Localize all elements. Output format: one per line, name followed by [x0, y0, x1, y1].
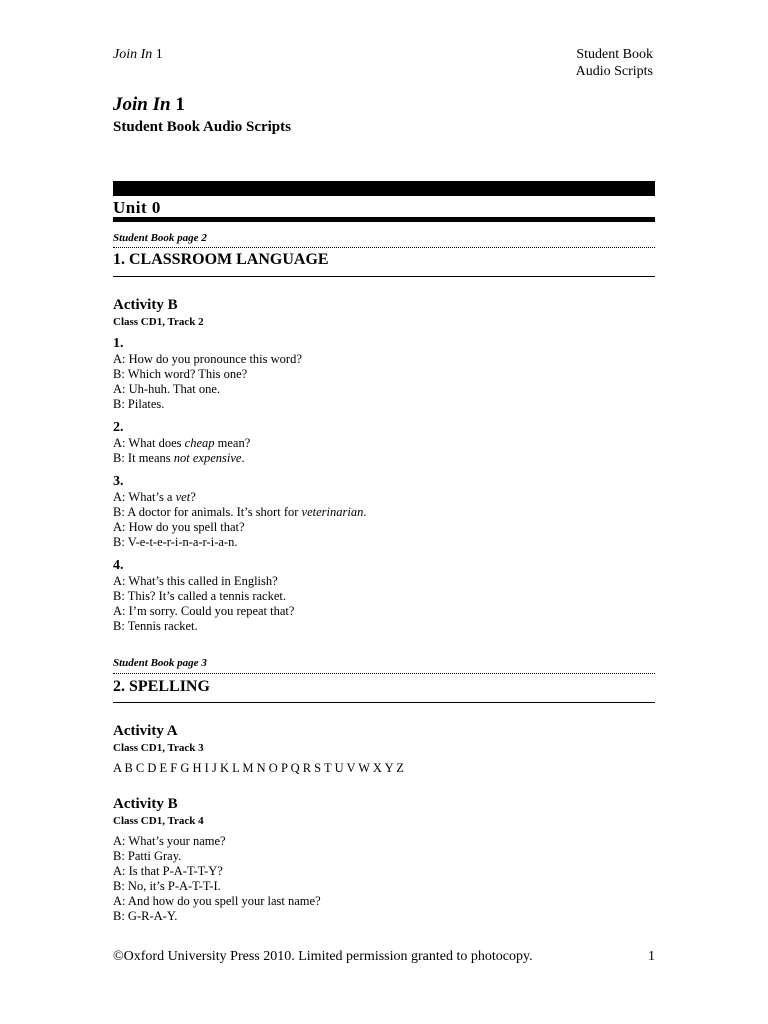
dialogue-line: A: Is that P-A-T-T-Y? — [113, 864, 223, 878]
header-right-line2: Audio Scripts — [575, 64, 653, 79]
header-right-line1: Student Book — [576, 47, 653, 62]
dialogue-line: A: How do you spell that? — [113, 520, 245, 534]
section2-activity-b-title: Activity B — [113, 796, 178, 812]
dialogue-line: B: It means not expensive. — [113, 451, 245, 465]
spelling-dialogue — [113, 834, 321, 924]
section2-solid-divider — [113, 702, 655, 703]
section2-activity-a-title: Activity A — [113, 723, 178, 739]
dialogue-line: B: This? It’s called a tennis racket. — [113, 589, 286, 603]
section1-dotted-divider — [113, 247, 655, 248]
dialogue-line: B: Which word? This one? — [113, 367, 248, 381]
unit-title: Unit 0 — [113, 198, 161, 217]
header-book-level: 1 — [152, 47, 163, 62]
dialogue-line: A: What does cheap mean? — [113, 436, 251, 450]
dialogue-line: A: What’s a vet? — [113, 490, 196, 504]
dialogue-line: A: What’s your name? — [113, 834, 226, 848]
item1-number: 1. — [113, 336, 124, 351]
document-title-level: 1 — [170, 94, 185, 115]
section1-title: 1. CLASSROOM LANGUAGE — [113, 251, 329, 268]
dialogue-line: B: A doctor for animals. It’s short for veterinarian. — [113, 505, 367, 519]
running-header-right — [576, 46, 653, 80]
dialogue-line: B: V-e-t-e-r-i-n-a-r-i-a-n. — [113, 535, 238, 549]
dialogue-line: A: I’m sorry. Could you repeat that? — [113, 604, 295, 618]
section2-book-page: Student Book page 3 — [113, 657, 207, 669]
document-title — [113, 93, 185, 117]
section1-book-page: Student Book page 2 — [113, 232, 207, 244]
dialogue-line: B: No, it’s P-A-T-T-I. — [113, 879, 221, 893]
dialogue-line: B: G-R-A-Y. — [113, 909, 178, 923]
section1-track: Class CD1, Track 2 — [113, 316, 204, 328]
item3-dialogue — [113, 490, 366, 550]
dialogue-line: A: And how do you spell your last name? — [113, 894, 321, 908]
dialogue-line: A: Uh-huh. That one. — [113, 382, 221, 396]
dialogue-line: B: Patti Gray. — [113, 849, 182, 863]
alphabet-line: A B C D E F G H I J K L M N O P Q R S T U V W X Y Z — [113, 761, 404, 775]
item3-number: 3. — [113, 474, 124, 489]
item2-dialogue — [113, 436, 250, 466]
dialogue-line: A: How do you pronounce this word? — [113, 352, 302, 366]
dialogue-line: B: Pilates. — [113, 397, 165, 411]
item1-dialogue — [113, 352, 302, 412]
section2-dotted-divider — [113, 673, 655, 674]
document-subtitle: Student Book Audio Scripts — [113, 119, 291, 135]
section1-solid-divider — [113, 276, 655, 277]
page-number: 1 — [648, 949, 655, 964]
section2-activity-a-track: Class CD1, Track 3 — [113, 742, 204, 754]
running-header-left — [113, 46, 163, 63]
dialogue-line: B: Tennis racket. — [113, 619, 198, 633]
section1-activity-title: Activity B — [113, 297, 178, 313]
section2-activity-b-track: Class CD1, Track 4 — [113, 815, 204, 827]
copyright-footer: ©Oxford University Press 2010. Limited permission granted to photocopy. — [113, 949, 533, 964]
unit-banner-bottom-bar — [113, 217, 655, 222]
unit-banner-top-bar — [113, 181, 655, 196]
item4-number: 4. — [113, 558, 124, 573]
item4-dialogue — [113, 574, 294, 634]
item2-number: 2. — [113, 420, 124, 435]
document-title-book: Join In — [113, 94, 171, 115]
section2-title: 2. SPELLING — [113, 678, 210, 695]
header-book-name: Join In — [113, 47, 153, 62]
dialogue-line: A: What’s this called in English? — [113, 574, 278, 588]
